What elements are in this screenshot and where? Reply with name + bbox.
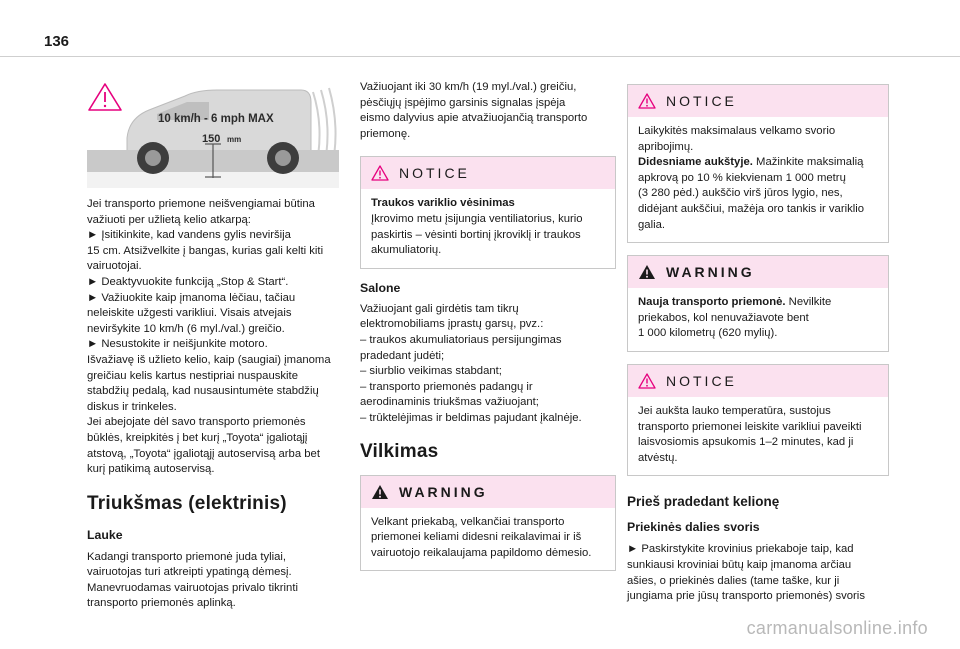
wheel-front (137, 142, 169, 174)
notice-label: NOTICE (666, 372, 737, 389)
notice-label: NOTICE (399, 165, 470, 182)
column-1 (87, 80, 339, 612)
notice-box-cooling (360, 156, 616, 268)
notice-label: NOTICE (666, 93, 737, 109)
section-heading-towing: Vilkimas (360, 440, 439, 462)
section-heading-before-trip: Prieš pradedant kelionę (627, 494, 780, 510)
inside-sounds-list: Važiuojant gali girdėtis tam tikrų elektromobiliams įprastų garsų, pvz.: – traukos akumuliatoriaus persijungimas pradedant judėti; – siurblio veikimas stabdant; – transporto priemonės padangų ir aerodinaminis triukšmas važiuojant; – trūktelėjimas ir beldimas pajudant įkalnėje. (360, 302, 582, 424)
warning-label: WARNING (666, 264, 755, 281)
front-weight-paragraph: ► Paskirstykite krovinius priekaboje taip, kad sunkiausi kroviniai būtų kaip įmanoma arčiau ašies, o priekinės dalies (tame taške, kur ji jungiama prie jūsų transporto priemonės) svoris (627, 543, 865, 603)
notice-body: Jei aukšta lauko temperatūra, sustojus transporto priemonei leiskite varikliui paveikti laisvosiomis apsukomis 1–2 minutes, kad ji atvėstų. (638, 404, 862, 464)
warning-header (361, 476, 615, 508)
warning-body: Velkant priekabą, velkančiai transporto priemonei keliami didesni reikalavimai ir iš vairuotojo reikalaujama papildomo dėmesio. (371, 515, 592, 559)
svg-text:150: 150 (202, 133, 221, 145)
warning-triangle-icon (371, 484, 389, 500)
column-2 (360, 80, 616, 571)
outside-paragraph: Kadangi transporto priemonė juda tyliai, vairuotojas turi atkreipti ypatingą dėmesį. Manevruodamas vairuotojas privalo tikrinti transporto priemonės aplinką. (87, 550, 298, 610)
watermark: carmanualsonline.info (746, 618, 928, 638)
pedestrian-warning-paragraph: Važiuojant iki 30 km/h (19 myl./val.) greičiu, pėsčiųjų įspėjimo garsinis signalas įspėja eismo dalyvius apie atvažiuojančią transporto priemonę. (360, 81, 588, 140)
subheading-inside: Salone (360, 280, 401, 295)
warning-header (628, 256, 888, 288)
subheading-front-weight: Priekinės dalies svoris (627, 520, 760, 535)
notice-body: Laikykitės maksimalaus velkamo svorio apribojimų. Didesniame aukštyje. Mažinkite maksimalią apkrovą po 10 % kiekvienam 1 000 metrų (3 280 pėd.) aukščio virš jūros lygio, nes, didėjant aukščiui, mažėja oro tankis ir variklio galia. (638, 125, 865, 231)
notice-box-weight-limit (627, 84, 889, 243)
notice-triangle-icon (638, 93, 656, 109)
warning-box-towing (360, 475, 616, 572)
subheading-outside: Lauke (87, 527, 123, 542)
notice-body: Traukos variklio vėsinimas Įkrovimo metu įsijungia ventiliatorius, kurio paskirtis – vėsinti bortinį įkroviklį ir traukos akumuliatorių. (371, 197, 583, 257)
warning-label: WARNING (399, 483, 488, 500)
column-3 (627, 80, 889, 605)
notice-header (628, 365, 888, 397)
flood-driving-illustration (87, 80, 339, 188)
header-divider (0, 56, 960, 57)
page-number: 136 (44, 33, 70, 50)
notice-header (361, 157, 615, 189)
notice-box-temperature (627, 364, 889, 476)
notice-triangle-icon (638, 373, 656, 389)
notice-triangle-icon (371, 165, 389, 181)
warning-box-new-vehicle (627, 255, 889, 352)
warning-body: Nauja transporto priemonė. Nevilkite priekabos, kol nenuvažiavote bent 1 000 kilometrų (620 mylių). (638, 296, 832, 340)
warning-triangle-icon (638, 264, 656, 280)
notice-header (628, 85, 888, 117)
section-heading-noise: Triukšmas (elektrinis) (87, 492, 287, 514)
svg-text:mm: mm (227, 135, 242, 144)
wheel-rear (267, 142, 299, 174)
svg-text:10 km/h - 6 mph MAX: 10 km/h - 6 mph MAX (158, 113, 274, 125)
flood-instructions: Jei transporto priemone neišvengiamai būtina važiuoti per užlietą kelio atkarpą: ► Įsitikinkite, kad vandens gylis neviršija 15 cm. Atsižvelkite į bangas, kurias gali kelti kiti vairuotojai. ► Deaktyvuokite funkciją „Stop & Start“. ► Važiuokite kaip įmanoma lėčiau, tačiau neleiskite užgesti varikliui. Visais atvejais neviršykite 10 km/h (6 myl./val.) greičio. ► Nesustokite ir neišjunkite motoro. Išvažiavę iš užlieto kelio, kaip (saugiai) įmanoma greičiau kelis kartus nestipriai nuspauskite stabdžių pedalą, kad nusausintumėte stabdžių diskus ir trinkeles. Jei abejojate dėl savo transporto priemonės būklės, kreipkitės į bet kurį „Toyota“ įgaliotąjį atstovą, „Toyota“ įgaliotąjį autoservisą arba bet kurį patikimą autoservisą. (87, 198, 331, 476)
